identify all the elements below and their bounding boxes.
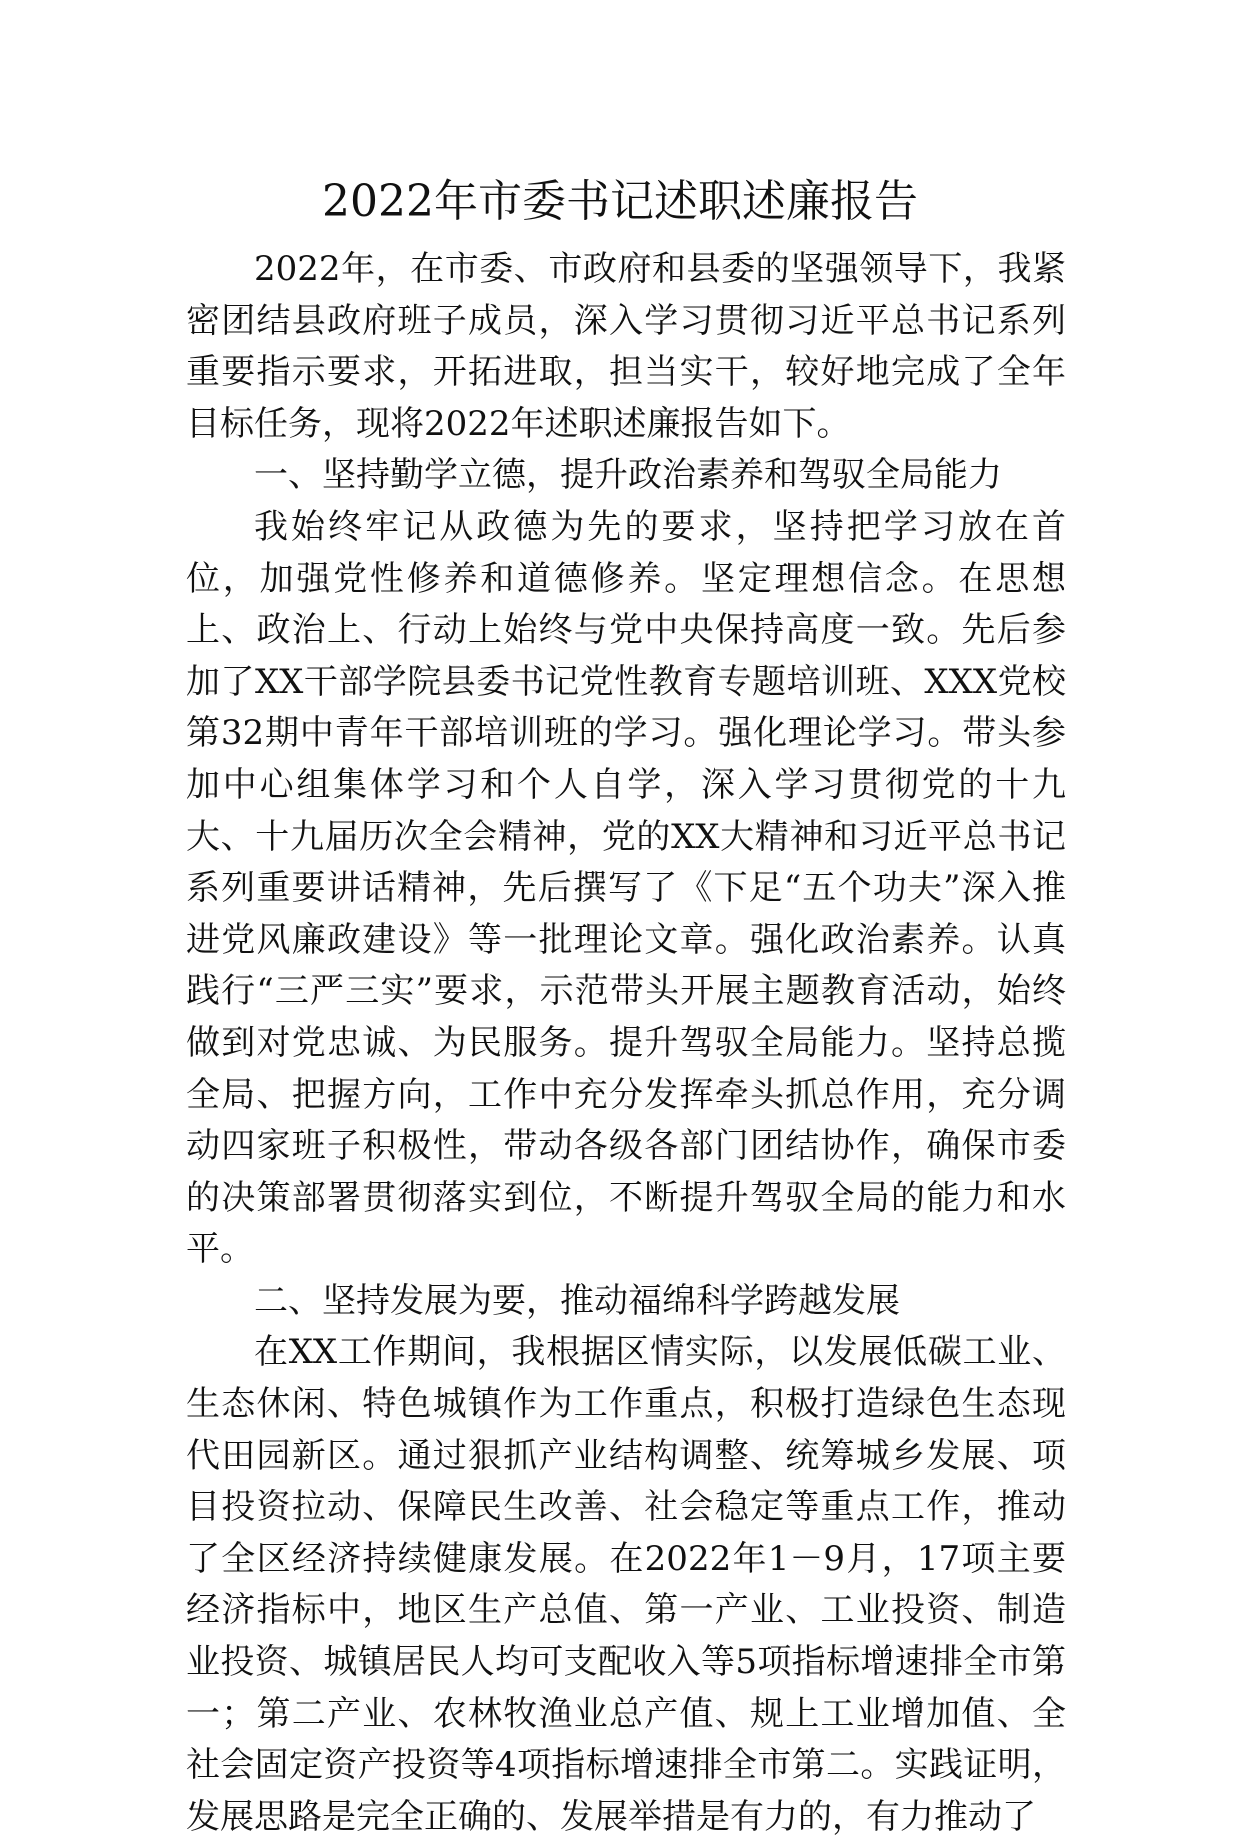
section-2-paragraph: 在XX工作期间，我根据区情实际，以发展低碳工业、生态休闲、特色城镇作为工作重点，积极打造绿色生态现代田园新区。通过狠抓产业结构调整、统筹城乡发展、项目投资拉动、保障民生改善、社会稳定等重点工作，推动了全区经济持续健康发展。在2022年1－9月，17项主要经济指标中，地区生产总值、第一产业、工业投资、制造业投资、城镇居民人均可支配收入等5项指标增速排全市第一；第二产业、农林牧渔业总产值、规上工业增加值、全社会固定资产投资等4项指标增速排全市第二。实践证明，发展思路是完全正确的、发展举措是有力的，有力推动了	[186, 1332, 1066, 1837]
section-1-heading: 一、坚持勤学立德，提升政治素养和驾驭全局能力	[254, 455, 1002, 496]
intro-paragraph: 2022年，在市委、市政府和县委的坚强领导下，我紧密团结县政府班子成员，深入学习贯彻习近平总书记系列重要指示要求，开拓进取，担当实干，较好地完成了全年目标任务，现将2022年述职述廉报告如下。	[186, 249, 1066, 444]
document-title: 2022年市委书记述职述廉报告	[322, 176, 918, 227]
section-2-heading: 二、坚持发展为要，推动福绵科学跨越发展	[254, 1280, 900, 1321]
section-1-paragraph: 我始终牢记从政德为先的要求，坚持把学习放在首位，加强党性修养和道德修养。坚定理想信念。在思想上、政治上、行动上始终与党中央保持高度一致。先后参加了XX干部学院县委书记党性教育专题培训班、XXX党校第32期中青年干部培训班的学习。强化理论学习。带头参加中心组集体学习和个人自学，深入学习贯彻党的十九大、十九届历次全会精神，党的XX大精神和习近平总书记系列重要讲话精神，先后撰写了《下足“五个功夫”深入推进党风廉政建设》等一批理论文章。强化政治素养。认真践行“三严三实”要求，示范带头开展主题教育活动，始终做到对党忠诚、为民服务。提升驾驭全局能力。坚持总揽全局、把握方向，工作中充分发挥牵头抓总作用，充分调动四家班子积极性，带动各级各部门团结协作，确保市委的决策部署贯彻落实到位，不断提升驾驭全局的能力和水平。	[186, 506, 1066, 1270]
document-body	[186, 244, 1066, 1843]
